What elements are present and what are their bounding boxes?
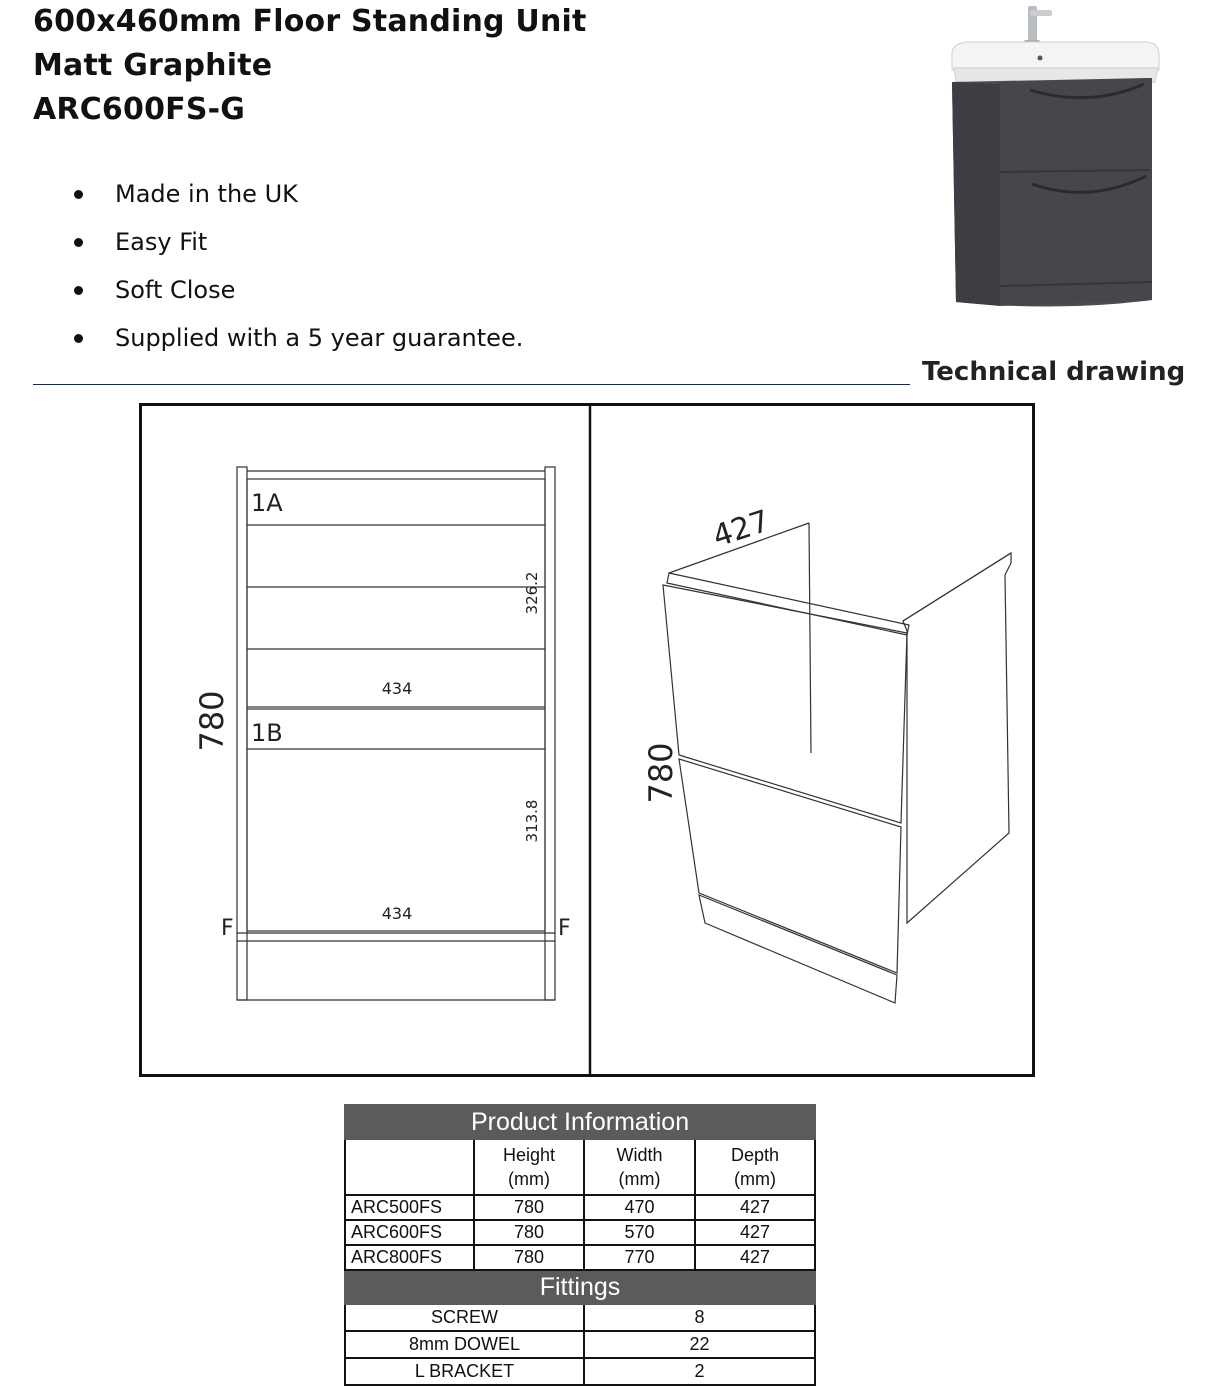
depth-cell: 427 — [695, 1245, 815, 1270]
product-photo — [940, 0, 1170, 320]
front-overall-height: 780 — [193, 690, 231, 752]
depth-cell: 427 — [695, 1195, 815, 1220]
model-cell: ARC600FS — [345, 1220, 474, 1245]
feature-list — [72, 170, 523, 362]
height-cell: 780 — [474, 1245, 584, 1270]
header-text: Depth — [731, 1145, 780, 1165]
iso-height: 780 — [642, 742, 680, 804]
width-cell: 570 — [584, 1220, 695, 1245]
feature-text: Supplied with a 5 year guarantee. — [115, 324, 524, 352]
height-cell: 780 — [474, 1195, 584, 1220]
table-row — [345, 1220, 815, 1245]
foot-marker-left: F — [221, 916, 234, 941]
model-cell: ARC500FS — [345, 1195, 474, 1220]
foot-marker-right: F — [558, 916, 571, 941]
feature-text: Soft Close — [115, 276, 236, 304]
drawer-1a-width: 434 — [381, 679, 413, 698]
fitting-item-cell: SCREW — [345, 1304, 584, 1331]
bullet-icon — [74, 190, 83, 199]
table-row — [345, 1195, 815, 1220]
fittings-title: Fittings — [345, 1270, 815, 1304]
technical-drawing — [139, 403, 1035, 1077]
column-header-width — [584, 1139, 695, 1195]
header-text: Height — [502, 1145, 556, 1165]
section-title: Technical drawing — [922, 357, 1186, 387]
header-text: Width — [616, 1145, 663, 1165]
list-item — [72, 170, 523, 218]
fitting-qty-cell: 22 — [584, 1331, 815, 1358]
fitting-item-cell: 8mm DOWEL — [345, 1331, 584, 1358]
fitting-qty-cell: 2 — [584, 1358, 815, 1385]
width-cell: 470 — [584, 1195, 695, 1220]
width-cell: 770 — [584, 1245, 695, 1270]
header-unit: (mm) — [734, 1169, 777, 1189]
drawer-1b-width: 434 — [381, 904, 413, 923]
header-unit: (mm) — [508, 1169, 550, 1189]
header-unit: (mm) — [618, 1169, 661, 1189]
fitting-item-cell: L BRACKET — [345, 1358, 584, 1385]
drawer-1a-height: 326.2 — [523, 571, 541, 615]
product-title: 600x460mm Floor Standing Unit — [33, 4, 587, 39]
product-info-table — [344, 1104, 816, 1386]
section-divider — [33, 384, 910, 385]
bullet-icon — [74, 238, 83, 247]
iso-depth: 427 — [708, 503, 774, 555]
column-header-depth — [695, 1139, 815, 1195]
table-row — [345, 1245, 815, 1270]
table-corner — [345, 1139, 474, 1195]
column-header-height — [474, 1139, 584, 1195]
list-item — [72, 218, 523, 266]
feature-text: Made in the UK — [115, 180, 298, 208]
list-item — [72, 314, 523, 362]
drawer-label-1a: 1A — [251, 489, 283, 517]
bullet-icon — [74, 334, 83, 343]
drawer-1b-height: 313.8 — [523, 799, 541, 843]
depth-cell: 427 — [695, 1220, 815, 1245]
product-info-title: Product Information — [345, 1105, 815, 1139]
feature-text: Easy Fit — [115, 228, 208, 256]
table-row — [345, 1331, 815, 1358]
product-finish: Matt Graphite — [33, 48, 273, 83]
height-cell: 780 — [474, 1220, 584, 1245]
product-code: ARC600FS-G — [33, 92, 246, 127]
fitting-qty-cell: 8 — [584, 1304, 815, 1331]
model-cell: ARC800FS — [345, 1245, 474, 1270]
table-row — [345, 1358, 815, 1385]
tap-icon — [1024, 6, 1052, 46]
list-item — [72, 266, 523, 314]
bullet-icon — [74, 286, 83, 295]
table-row — [345, 1304, 815, 1331]
drawer-label-1b: 1B — [251, 719, 283, 747]
